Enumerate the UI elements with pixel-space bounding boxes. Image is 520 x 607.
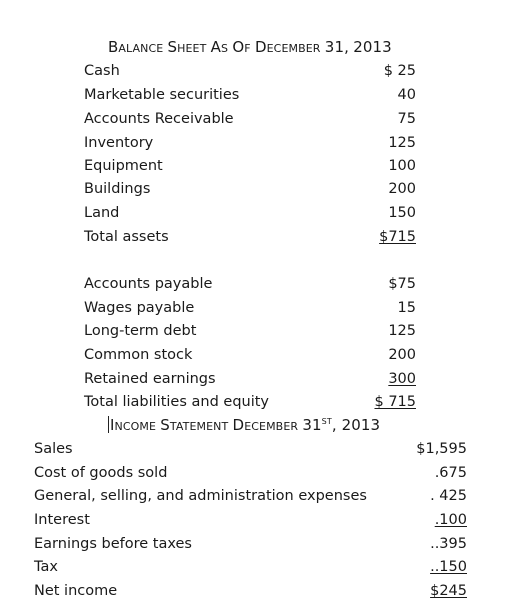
income-statement-title: [108, 416, 380, 434]
row-label: Wages payable: [84, 300, 195, 316]
row-value: $715: [379, 229, 416, 245]
row-label: Accounts payable: [84, 276, 213, 292]
row-value: 200: [388, 347, 416, 363]
row-value: $75: [388, 276, 416, 292]
row-value: $ 715: [374, 394, 416, 410]
row-value: 75: [397, 111, 416, 127]
row-value: . 425: [430, 488, 467, 504]
table-row: [84, 344, 416, 366]
row-value: 125: [388, 135, 416, 151]
title-year: , 2013: [331, 416, 381, 434]
balance-sheet-title: [108, 38, 392, 56]
row-label: Equipment: [84, 158, 163, 174]
table-row: [34, 462, 467, 484]
title-superscript: ST: [321, 417, 332, 426]
table-row: [84, 202, 416, 224]
row-label: Cost of goods sold: [34, 465, 168, 481]
table-row: [84, 368, 416, 390]
table-row-total: [34, 580, 467, 602]
table-row: [34, 509, 467, 531]
table-row: [84, 132, 416, 154]
row-value: $1,595: [416, 441, 467, 457]
row-label: Inventory: [84, 135, 154, 151]
row-label: Long-term debt: [84, 323, 197, 339]
row-value: .675: [434, 465, 467, 481]
table-row: [34, 556, 467, 578]
row-value: 100: [388, 158, 416, 174]
row-value: 150: [388, 205, 416, 221]
row-label: General, selling, and administration expenses: [34, 488, 367, 504]
row-label: Interest: [34, 512, 90, 528]
row-label: Land: [84, 205, 120, 221]
row-label: Buildings: [84, 181, 151, 197]
table-row: [34, 438, 467, 460]
table-row-total: [84, 226, 416, 248]
text-cursor: [108, 416, 109, 433]
table-row: [84, 178, 416, 200]
row-value: ..150: [430, 559, 467, 575]
row-label: Earnings before taxes: [34, 536, 192, 552]
row-value: 40: [397, 87, 416, 103]
table-row: [34, 533, 467, 555]
row-label: Sales: [34, 441, 73, 457]
table-row-total: [84, 391, 416, 413]
table-row: [84, 60, 416, 82]
row-value: 300: [388, 371, 416, 387]
row-value: .100: [434, 512, 467, 528]
income-statement-title-text: INCOME STATEMENT DECEMBER 31: [110, 416, 322, 434]
row-label: Marketable securities: [84, 87, 240, 103]
table-row: [84, 155, 416, 177]
row-label: Cash: [84, 63, 120, 79]
table-row: [84, 273, 416, 295]
row-label: Tax: [34, 559, 58, 575]
row-label: Retained earnings: [84, 371, 216, 387]
row-value: 125: [388, 323, 416, 339]
row-label: Net income: [34, 583, 118, 599]
row-value: $245: [430, 583, 467, 599]
balance-sheet-title-text: BALANCE SHEET AS OF DECEMBER 31, 2013: [108, 38, 392, 56]
table-row: [84, 320, 416, 342]
row-label: Total liabilities and equity: [84, 394, 270, 410]
table-row: [34, 485, 467, 507]
row-label: Common stock: [84, 347, 193, 363]
row-label: Total assets: [84, 229, 169, 245]
row-value: ..395: [430, 536, 467, 552]
table-row: [84, 108, 416, 130]
table-row: [84, 297, 416, 319]
table-row: [84, 84, 416, 106]
row-label: Accounts Receivable: [84, 111, 234, 127]
row-value: $ 25: [383, 63, 416, 79]
row-value: 200: [388, 181, 416, 197]
row-value: 15: [397, 300, 416, 316]
